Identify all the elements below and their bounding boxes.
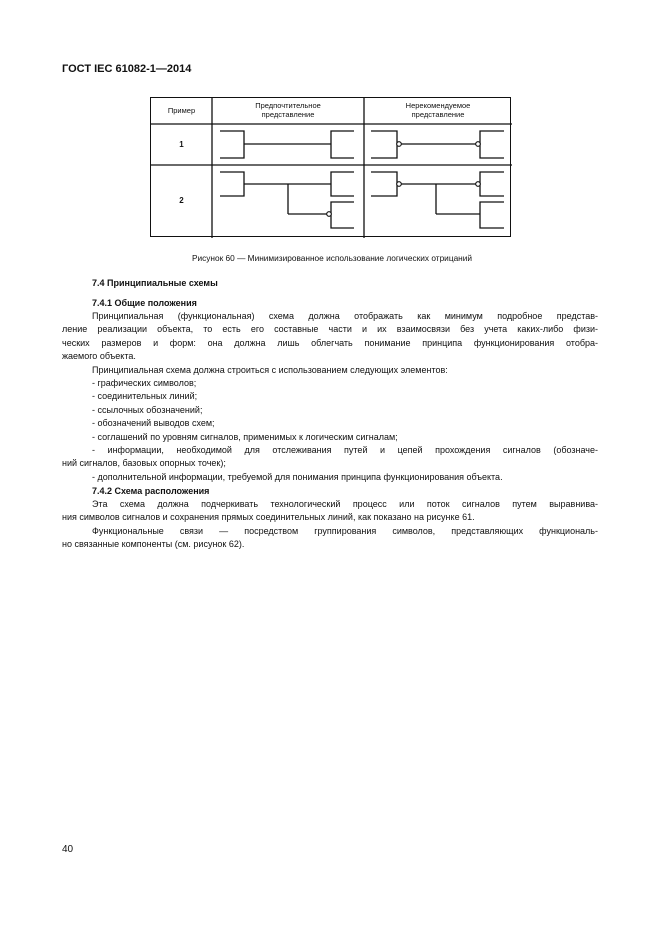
- paragraph-line: ния символов сигналов и сохранения прямых соединительных линий, как показано на рисунке 61.: [62, 512, 475, 523]
- paragraph-line: Функциональные связи — посредством группирования символов, представляющих функциональ-: [92, 525, 598, 536]
- list-item: - обозначений выводов схем;: [92, 418, 215, 429]
- list-item-continuation: ний сигналов, базовых опорных точек);: [62, 458, 226, 469]
- section-7-4-title: 7.4 Принципиальные схемы: [92, 278, 218, 288]
- figure-60-table: [150, 97, 511, 237]
- column-header-preferred-line2: представление: [261, 110, 315, 119]
- paragraph-line: ческих размеров и форм: она должна лишь облегчать понимание принципа функционирования отобра-: [62, 337, 598, 348]
- figure-caption: Рисунок 60 — Минимизированное использование логических отрицаний: [191, 253, 473, 263]
- section-7-4-1-title: 7.4.1 Общие положения: [92, 298, 197, 308]
- row-label-2: 2: [179, 196, 184, 205]
- section-7-4-2-title: 7.4.2 Схема расположения: [92, 486, 210, 496]
- paragraph-line: ление реализации объекта, то есть его составные части и их взаимосвязи без учета каких-либо физи-: [62, 324, 598, 335]
- list-item: - ссылочных обозначений;: [92, 404, 203, 415]
- section-7-4-2-body: [62, 498, 598, 552]
- page-number: 40: [62, 844, 74, 855]
- row-label-1: 1: [179, 140, 184, 149]
- list-item: - информации, необходимой для отслеживания путей и цепей прохождения сигналов (обозначе-: [92, 444, 598, 455]
- paragraph-line: Принципиальная схема должна строиться с использованием следующих элементов:: [92, 364, 448, 375]
- list-item: - соединительных линий;: [92, 391, 198, 402]
- section-7-4-1-body: [62, 310, 598, 484]
- column-header-preferred-line1: Предпочтительное: [255, 101, 321, 110]
- paragraph-line: жаемого объекта.: [62, 351, 136, 362]
- column-header-not-recommended: [364, 101, 512, 119]
- document-header: ГОСТ IEC 61082-1—2014: [62, 63, 192, 75]
- list-item: - графических символов;: [92, 377, 197, 388]
- paragraph-line: Принципиальная (функциональная) схема должна отображать как минимум подробное представ-: [92, 311, 598, 321]
- figure-60-drawing: [151, 98, 512, 238]
- column-header-not-recommended-line2: представление: [411, 110, 465, 119]
- paragraph-line: но связанные компоненты (см. рисунок 62).: [62, 539, 245, 550]
- column-header-example: Пример: [167, 106, 196, 115]
- list-item: - дополнительной информации, требуемой для понимания принципа функционирования объекта.: [92, 471, 503, 482]
- column-header-not-recommended-line1: Нерекомендуемое: [405, 101, 471, 110]
- list-item: - соглашений по уровням сигналов, применимых к логическим сигналам;: [92, 431, 398, 442]
- paragraph-line: Эта схема должна подчеркивать технологический процесс или поток сигналов путем выравнива-: [92, 499, 598, 509]
- column-header-preferred: [212, 101, 364, 119]
